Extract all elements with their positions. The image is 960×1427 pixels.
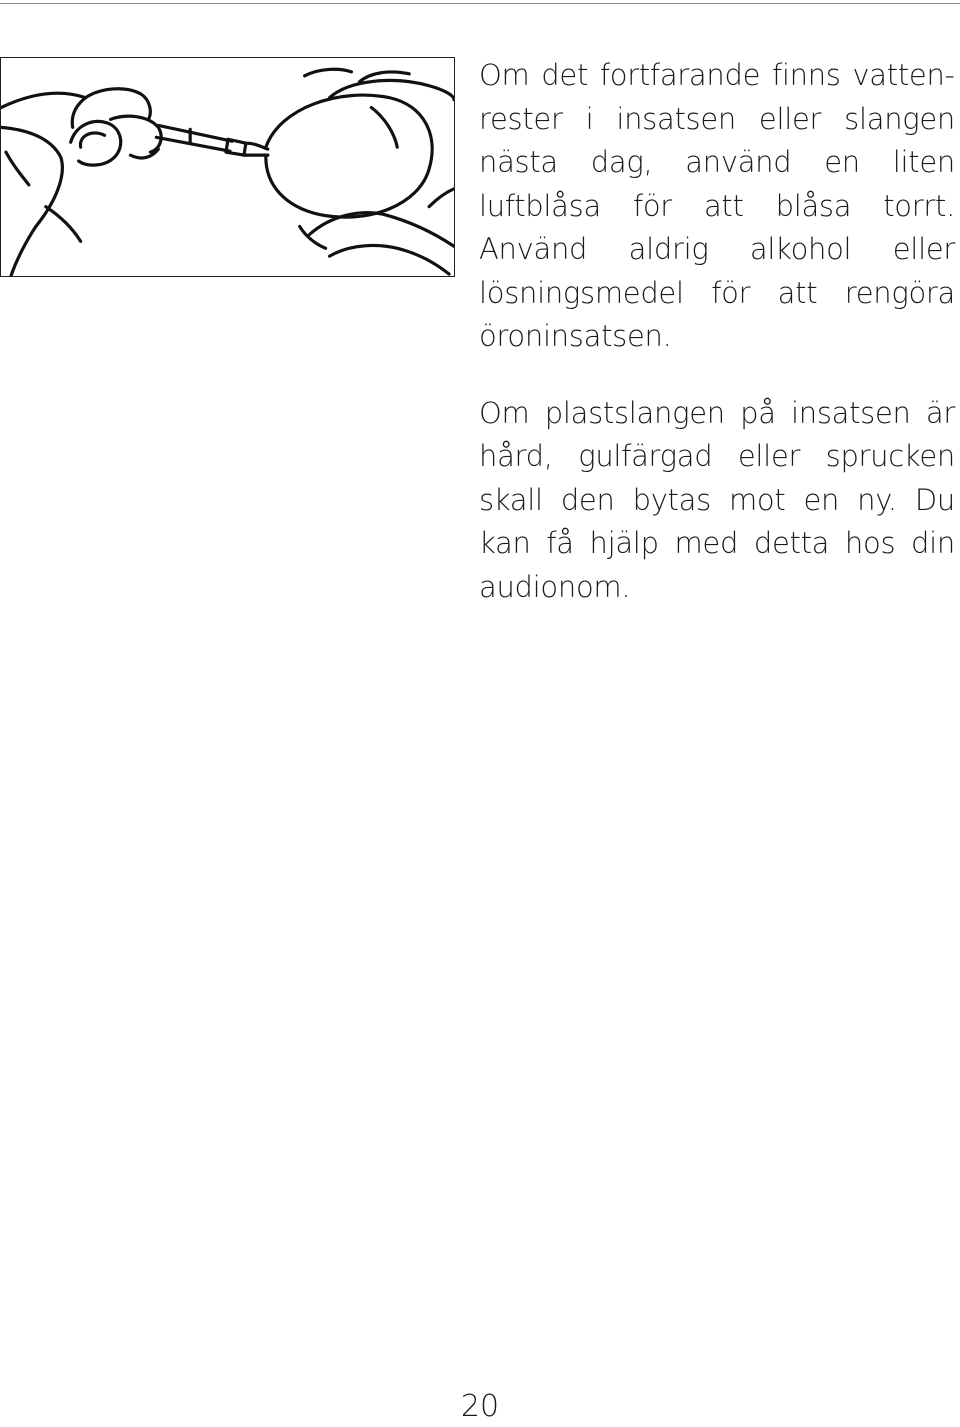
hands-squeezing-air-bulb-icon — [1, 58, 454, 276]
top-rule — [0, 3, 960, 4]
paragraph-tube-replacement: Om plastslangen på insatsen är hård, gulfärgad eller sprucken skall den bytas mot en ny. Du kan få hjälp med detta hos din audionom. — [479, 395, 955, 604]
illustration-frame — [0, 57, 455, 277]
body-text — [479, 54, 955, 609]
paragraph-water-residue: Om det fortfarande finns vattenrester i insatsen eller slangen nästa dag, använd en liten luftblåsa för att blåsa torrt. Använd aldrig alkohol eller lösningsmedel för att rengöra öroninsatsen. — [479, 58, 955, 353]
page-number: 20 — [460, 1389, 500, 1424]
